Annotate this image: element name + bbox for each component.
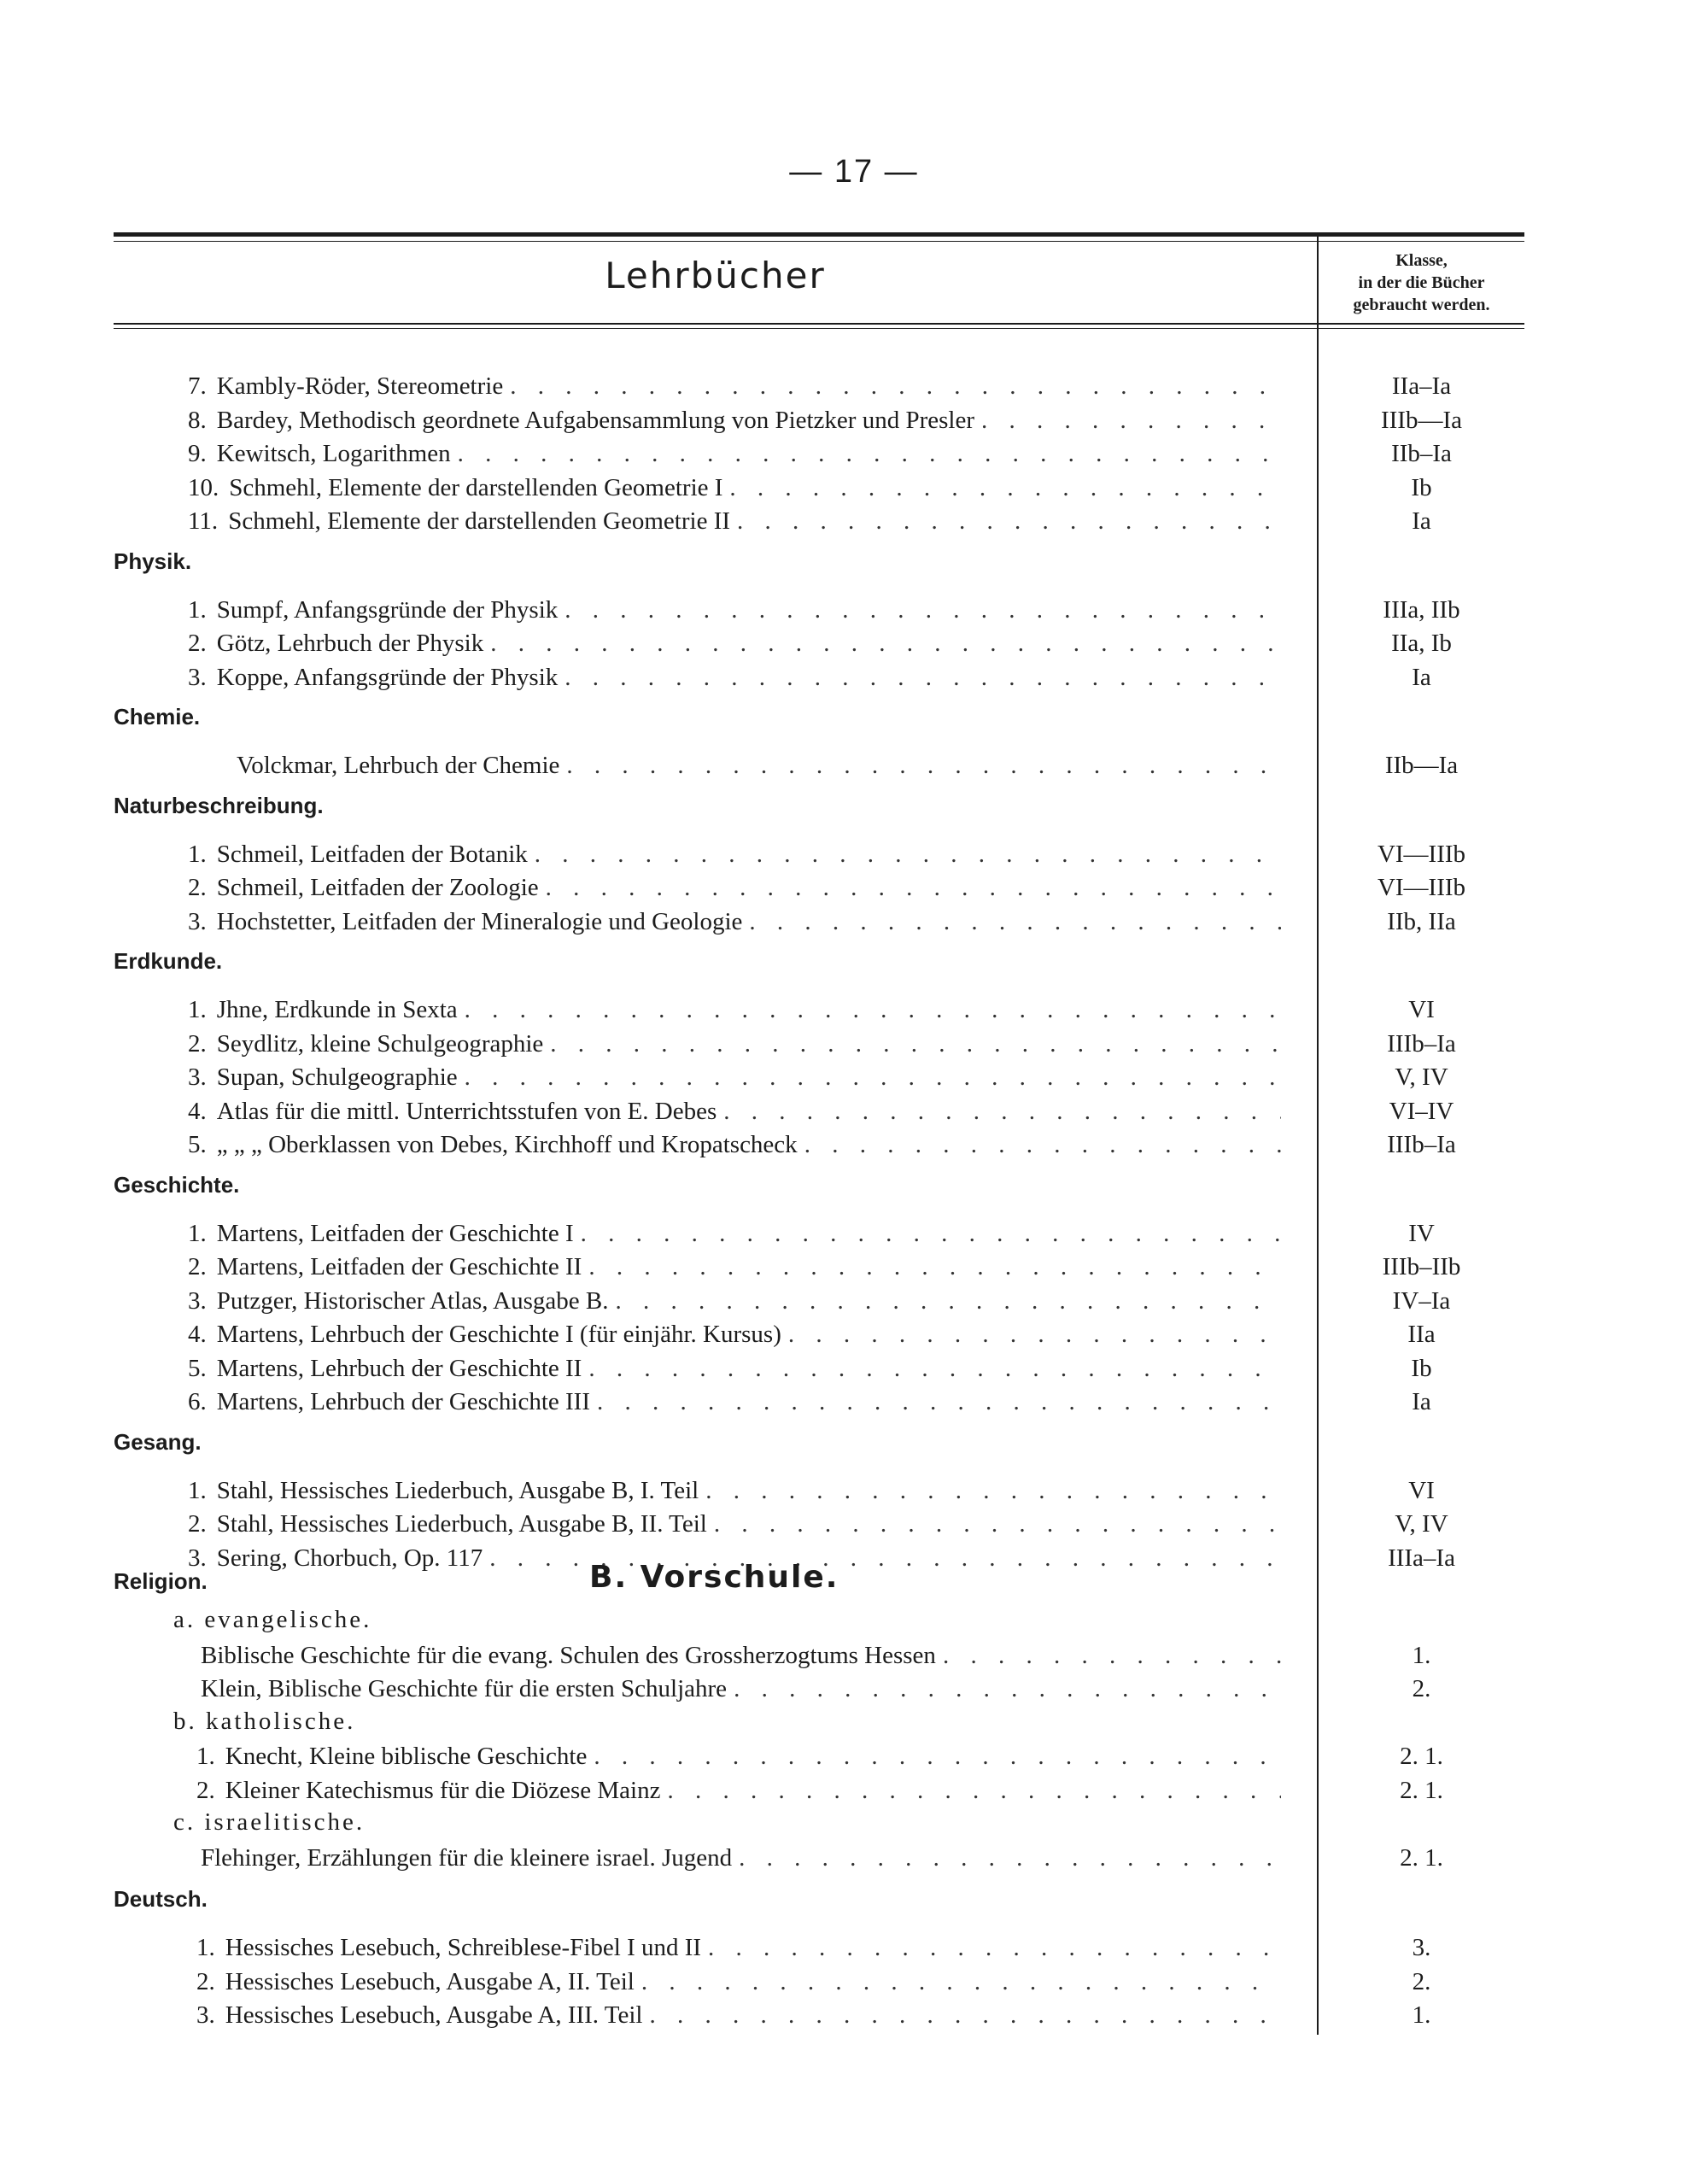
- row-number: 3.: [188, 1286, 207, 1315]
- leader-dots: [734, 1672, 1281, 1706]
- row-entry: [188, 593, 1281, 627]
- row-entry: [188, 504, 1281, 538]
- section-heading: Deutsch.: [114, 1886, 208, 1912]
- table-row: [0, 1351, 1708, 1386]
- row-number: 1.: [188, 996, 207, 1023]
- row-number: 1.: [196, 1934, 215, 1961]
- table-row: [0, 1998, 1708, 2032]
- leader-dots: [749, 905, 1281, 939]
- row-number: 2.: [188, 1029, 207, 1058]
- leader-dots: [649, 1998, 1281, 2032]
- row-number: 1.: [188, 1476, 207, 1504]
- table-row: [0, 1027, 1708, 1061]
- row-entry: [188, 1128, 1281, 1162]
- row-entry: [188, 870, 1281, 905]
- row-entry: [188, 1474, 1281, 1508]
- book-title: Schmehl, Elemente der darstellenden Geometrie I: [229, 473, 723, 501]
- table-row: [0, 1128, 1708, 1162]
- header-bottom-rule: [114, 323, 1524, 325]
- table-row: [0, 837, 1708, 871]
- table-row: [0, 1841, 1708, 1875]
- table-row: [0, 1474, 1708, 1508]
- book-title: Flehinger, Erzählungen für die kleinere israel. Jugend: [201, 1843, 733, 1872]
- class-value: Ib: [1411, 1354, 1432, 1382]
- row-entry: [196, 1739, 1281, 1773]
- row-number: 5.: [188, 1131, 207, 1158]
- row-entry: [196, 1965, 1281, 1999]
- leader-dots: [588, 1351, 1281, 1386]
- book-title: Kambly-Röder, Stereometrie: [216, 372, 504, 400]
- table-row: [0, 626, 1708, 660]
- row-entry: [188, 1094, 1281, 1128]
- row-entry: [188, 437, 1281, 471]
- book-title: Hochstetter, Leitfaden der Mineralogie und Geologie: [216, 907, 743, 935]
- book-title: Bardey, Methodisch geordnete Aufgabensammlung von Pietzker und Presler: [216, 406, 974, 434]
- class-value: VI—IIIb: [1377, 840, 1466, 868]
- vorschule-title: B. Vorschule.: [589, 1560, 839, 1595]
- class-value: IIIb–Ia: [1387, 1029, 1456, 1058]
- row-entry: [237, 748, 1281, 782]
- class-value: 2.: [1412, 1967, 1431, 1995]
- subgroup-label: a. evangelische.: [173, 1606, 372, 1633]
- row-number: 3.: [188, 663, 207, 691]
- table-row: [0, 369, 1708, 403]
- book-title: Schmeil, Leitfaden der Botanik: [216, 840, 528, 868]
- row-entry: [188, 1216, 1281, 1251]
- row-entry: [188, 626, 1281, 660]
- row-entry: [188, 837, 1281, 871]
- class-value: IIa, Ib: [1391, 630, 1452, 657]
- leader-dots: [723, 1094, 1281, 1128]
- book-title: Jhne, Erdkunde in Sexta: [216, 996, 458, 1023]
- leader-dots: [465, 993, 1281, 1027]
- row-entry: [201, 1841, 1281, 1875]
- class-value: IIa–Ia: [1391, 372, 1452, 400]
- book-title: Kleiner Katechismus für die Diözese Mainz: [225, 1776, 661, 1804]
- book-title: Schmehl, Elemente der darstellenden Geometrie II: [228, 507, 731, 535]
- row-number: 2.: [196, 1776, 215, 1804]
- book-title: Stahl, Hessisches Liederbuch, Ausgabe B, I. Teil: [216, 1476, 699, 1504]
- row-number: 1.: [188, 1219, 207, 1247]
- row-number: 2.: [188, 874, 207, 901]
- class-value: IIIa, IIb: [1383, 595, 1460, 624]
- class-value: IIa: [1407, 1321, 1436, 1348]
- row-number: 2.: [188, 630, 207, 657]
- leader-dots: [510, 369, 1281, 403]
- table-row: [0, 504, 1708, 538]
- class-value: VI–IV: [1389, 1097, 1454, 1125]
- table-row: [0, 1773, 1708, 1808]
- class-value: 3.: [1412, 1934, 1431, 1961]
- row-entry: [196, 1931, 1281, 1965]
- row-number: 3.: [188, 907, 207, 935]
- row-number: 3.: [188, 1063, 207, 1091]
- row-number: 10.: [188, 473, 219, 501]
- leader-dots: [564, 660, 1281, 694]
- table-row: [0, 1060, 1708, 1094]
- class-value: IIIb–Ia: [1387, 1131, 1456, 1158]
- table-row: [0, 593, 1708, 627]
- header-top-rule-thin: [114, 241, 1524, 242]
- leader-dots: [490, 626, 1281, 660]
- table-row: [0, 471, 1708, 505]
- class-value: IIb–Ia: [1391, 440, 1452, 467]
- table-row: [0, 1094, 1708, 1128]
- row-number: 6.: [188, 1388, 207, 1415]
- leader-dots: [550, 1027, 1281, 1061]
- class-value: 1.: [1412, 1641, 1431, 1669]
- row-entry: [188, 1027, 1281, 1061]
- row-number: 2.: [188, 1253, 207, 1280]
- table-row: [0, 870, 1708, 905]
- book-title: Hessisches Lesebuch, Schreiblese-Fibel I und II: [225, 1934, 702, 1961]
- table-row: [0, 1284, 1708, 1318]
- book-title: Martens, Lehrbuch der Geschichte III: [216, 1388, 590, 1415]
- row-number: 1.: [196, 1743, 215, 1770]
- header-top-rule: [114, 232, 1524, 237]
- row-entry: [188, 1385, 1281, 1419]
- leader-dots: [739, 1841, 1281, 1875]
- row-entry: [188, 905, 1281, 939]
- row-entry: [188, 1507, 1281, 1541]
- leader-dots: [804, 1128, 1281, 1162]
- book-title: Hessisches Lesebuch, Ausgabe A, III. Teil: [225, 2001, 643, 2029]
- row-number: 8.: [188, 406, 207, 434]
- class-value: VI: [1408, 1476, 1435, 1504]
- class-header-line: gebraucht werden.: [1353, 296, 1490, 314]
- section-heading: Geschichte.: [114, 1171, 240, 1198]
- row-entry: [188, 660, 1281, 694]
- row-entry: [188, 1317, 1281, 1351]
- leader-dots: [581, 1216, 1281, 1251]
- subgroup-label: b. katholische.: [173, 1707, 356, 1735]
- table-row: [0, 1250, 1708, 1284]
- table-row: [0, 905, 1708, 939]
- table-row: [0, 1965, 1708, 1999]
- book-title: Götz, Lehrbuch der Physik: [216, 630, 484, 657]
- leader-dots: [564, 593, 1281, 627]
- class-value: IV–Ia: [1392, 1286, 1451, 1315]
- leader-dots: [594, 1739, 1281, 1773]
- leader-dots: [737, 504, 1281, 538]
- class-value: 2. 1.: [1400, 1776, 1443, 1804]
- section-heading: Gesang.: [114, 1428, 202, 1455]
- table-row: [0, 1541, 1708, 1575]
- book-title: Biblische Geschichte für die evang. Schulen des Grossherzogtums Hessen: [201, 1641, 936, 1669]
- book-title: Kewitsch, Logarithmen: [216, 440, 451, 467]
- class-value: IIb—Ia: [1384, 752, 1459, 779]
- class-value: Ia: [1412, 507, 1431, 535]
- leader-dots: [714, 1507, 1281, 1541]
- section-heading: Physik.: [114, 548, 192, 574]
- class-value: IIIb–IIb: [1382, 1253, 1461, 1280]
- class-header-line: Klasse,: [1395, 251, 1448, 270]
- leader-dots: [465, 1060, 1281, 1094]
- class-value: Ib: [1411, 473, 1432, 501]
- row-number: 7.: [188, 372, 207, 400]
- row-number: 2.: [188, 1510, 207, 1538]
- class-value: V, IV: [1395, 1063, 1448, 1091]
- class-value: 2. 1.: [1400, 1743, 1443, 1770]
- leader-dots: [705, 1474, 1281, 1508]
- row-entry: [196, 1998, 1281, 2032]
- row-entry: [188, 1284, 1281, 1318]
- book-title: Sumpf, Anfangsgründe der Physik: [216, 595, 559, 624]
- table-row: [0, 1216, 1708, 1251]
- table-row: [0, 660, 1708, 694]
- leader-dots: [546, 870, 1281, 905]
- table-row: [0, 993, 1708, 1027]
- row-number: 4.: [188, 1321, 207, 1348]
- section-heading: Erdkunde.: [114, 948, 223, 974]
- class-value: 2. 1.: [1400, 1843, 1443, 1872]
- section-heading: Chemie.: [114, 704, 201, 729]
- class-value: Ia: [1412, 1388, 1431, 1415]
- row-entry: [188, 369, 1281, 403]
- leader-dots: [535, 837, 1281, 871]
- page-number: — 17 —: [789, 154, 919, 190]
- leader-dots: [566, 748, 1281, 782]
- class-value: IIIb—Ia: [1380, 406, 1462, 434]
- book-title: Koppe, Anfangsgründe der Physik: [216, 663, 559, 691]
- class-header-line: in der die Bücher: [1358, 273, 1485, 292]
- header-bottom-rule-thin: [114, 328, 1524, 329]
- class-value: 2.: [1412, 1675, 1431, 1702]
- class-column-header: [1319, 249, 1524, 316]
- class-value: Ia: [1412, 663, 1431, 691]
- table-title: Lehrbücher: [605, 255, 826, 296]
- row-entry: [188, 1351, 1281, 1386]
- row-number: 5.: [188, 1354, 207, 1382]
- book-title: Martens, Leitfaden der Geschichte I: [216, 1219, 574, 1247]
- section-heading: Naturbeschreibung.: [114, 792, 324, 818]
- class-value: 1.: [1412, 2001, 1431, 2029]
- leader-dots: [458, 437, 1281, 471]
- book-title: Martens, Lehrbuch der Geschichte I (für einjähr. Kursus): [216, 1321, 781, 1348]
- table-row: [0, 1672, 1708, 1706]
- leader-dots: [641, 1965, 1281, 1999]
- leader-dots: [668, 1773, 1282, 1808]
- row-entry: [188, 471, 1281, 505]
- book-title: Putzger, Historischer Atlas, Ausgabe B.: [216, 1286, 609, 1315]
- table-row: [0, 1507, 1708, 1541]
- row-number: 11.: [188, 507, 219, 535]
- row-number: 9.: [188, 440, 207, 467]
- book-title: Schmeil, Leitfaden der Zoologie: [216, 874, 539, 901]
- leader-dots: [597, 1385, 1281, 1419]
- row-entry: [188, 1060, 1281, 1094]
- table-row: [0, 437, 1708, 471]
- table-row: [0, 748, 1708, 782]
- leader-dots: [981, 403, 1281, 437]
- row-number: 1.: [188, 595, 207, 624]
- row-number: 1.: [188, 840, 207, 868]
- subgroup-label: c. israelitische.: [173, 1808, 366, 1836]
- class-value: IIb, IIa: [1387, 907, 1456, 935]
- book-title: Hessisches Lesebuch, Ausgabe A, II. Teil: [225, 1967, 635, 1995]
- leader-dots: [729, 471, 1281, 505]
- book-title: „ „ „ Oberklassen von Debes, Kirchhoff und Kropatscheck: [216, 1131, 798, 1158]
- class-value: VI: [1408, 996, 1435, 1023]
- book-title: Supan, Schulgeographie: [216, 1063, 458, 1091]
- book-title: Klein, Biblische Geschichte für die ersten Schuljahre: [201, 1675, 728, 1702]
- leader-dots: [943, 1638, 1281, 1673]
- leader-dots: [708, 1931, 1281, 1965]
- row-entry: [188, 403, 1281, 437]
- leader-dots: [616, 1284, 1282, 1318]
- book-title: Sering, Chorbuch, Op. 117: [216, 1544, 483, 1572]
- book-title: Seydlitz, kleine Schulgeographie: [216, 1029, 544, 1058]
- book-title: Martens, Lehrbuch der Geschichte II: [216, 1354, 582, 1382]
- table-row: [0, 1638, 1708, 1673]
- table-row: [0, 403, 1708, 437]
- row-entry: [196, 1773, 1281, 1808]
- table-row: [0, 1385, 1708, 1419]
- class-value: VI—IIIb: [1377, 874, 1466, 901]
- section-heading: Religion.: [114, 1568, 208, 1594]
- row-entry: [201, 1672, 1281, 1706]
- row-number: 3.: [188, 1544, 207, 1572]
- book-title: Atlas für die mittl. Unterrichtsstufen von E. Debes: [216, 1097, 717, 1125]
- row-number: 4.: [188, 1097, 207, 1125]
- book-title: Volckmar, Lehrbuch der Chemie: [237, 752, 560, 779]
- table-row: [0, 1739, 1708, 1773]
- table-row: [0, 1931, 1708, 1965]
- book-title: Knecht, Kleine biblische Geschichte: [225, 1743, 588, 1770]
- row-number: 3.: [196, 2001, 215, 2029]
- leader-dots: [588, 1250, 1281, 1284]
- table-row: [0, 1317, 1708, 1351]
- row-entry: [201, 1638, 1281, 1673]
- leader-dots: [788, 1317, 1281, 1351]
- class-value: V, IV: [1395, 1510, 1448, 1538]
- class-value: IV: [1408, 1219, 1435, 1247]
- row-entry: [188, 993, 1281, 1027]
- row-number: 2.: [196, 1967, 215, 1995]
- book-title: Martens, Leitfaden der Geschichte II: [216, 1253, 582, 1280]
- row-entry: [188, 1250, 1281, 1284]
- book-title: Stahl, Hessisches Liederbuch, Ausgabe B, II. Teil: [216, 1510, 707, 1538]
- class-value: IIIa–Ia: [1388, 1544, 1455, 1572]
